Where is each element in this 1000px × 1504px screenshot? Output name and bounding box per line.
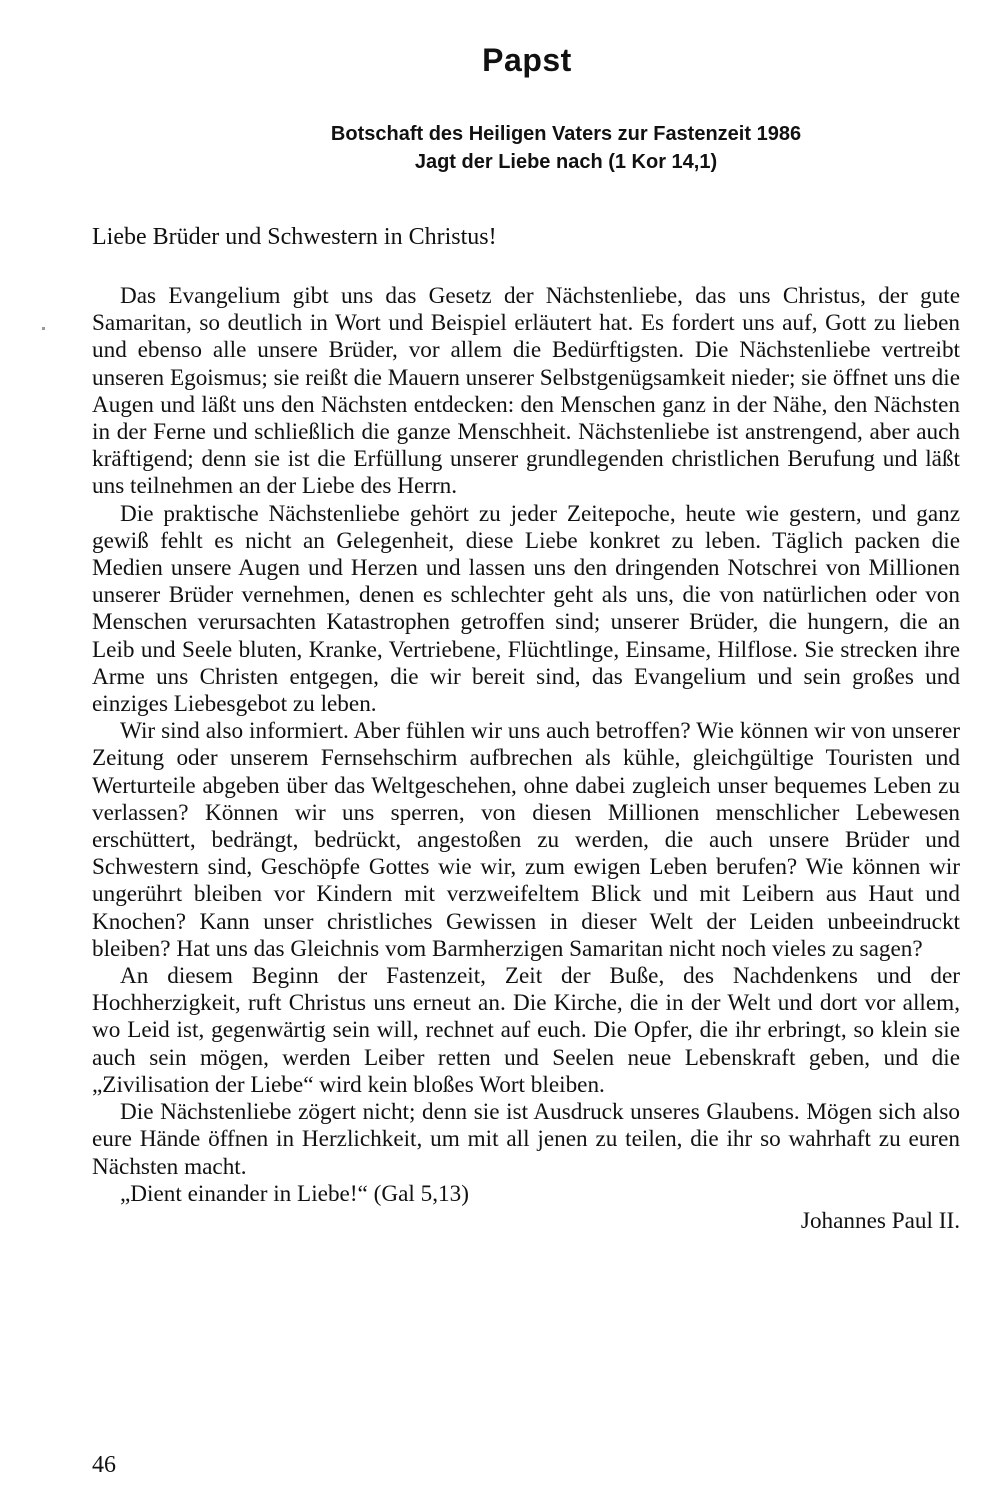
- paragraph: Das Evangelium gibt uns das Gesetz der Nächstenliebe, das uns Christus, der gute Samaritan, so deutlich in Wort und Beispiel erläutert hat. Es fordert uns auf, Gott zu lieben und ebenso alle unsere Brüder, vor allem die Bedürftigsten. Die Nächstenliebe vertreibt unseren Egoismus; sie reißt die Mauern unserer Selbstgenügsamkeit nieder; sie öffnet uns die Augen und läßt uns den Nächsten entdecken: den Menschen ganz in der Nähe, den Nächsten in der Ferne und schließlich die ganze Menschheit. Nächstenliebe ist anstrengend, aber auch kräftigend; denn sie ist die Erfüllung unserer grundlegenden christlichen Berufung und läßt uns teilnehmen an der Liebe des Herrn.: [92, 283, 960, 500]
- paragraph: Die praktische Nächstenliebe gehört zu jeder Zeitepoche, heute wie gestern, und ganz gewiß fehlt es nicht an Gelegenheit, diese Liebe konkret zu leben. Täglich packen die Medien unsere Augen und Herzen und lassen uns den dringenden Notschrei von Millionen unserer Brüder vernehmen, denen es schlechter geht als uns, die von natürlichen oder von Menschen verursachten Katastrophen getroffen sind; unserer Brüder, die hungern, die an Leib und Seele bluten, Kranke, Vertriebene, Flüchtlinge, Einsame, Hilflose. Sie strecken ihre Arme uns Christen entgegen, die wir bereit sind, das Evangelium und sein großes und einziges Liebesgebot zu leben.: [92, 500, 960, 718]
- letter-body: [92, 283, 960, 1235]
- subtitle-block: [92, 120, 960, 176]
- document-page: [92, 0, 960, 1504]
- page-number: 46: [92, 1452, 116, 1478]
- closing-quote: „Dient einander in Liebe!“ (Gal 5,13): [120, 1180, 469, 1207]
- page-title: Papst: [482, 42, 572, 78]
- signature: Johannes Paul II.: [800, 1207, 960, 1234]
- paragraph: Die Nächstenliebe zögert nicht; denn sie ist Ausdruck unseres Glaubens. Mögen sich also eure Hände öffnen in Herzlichkeit, um mit all jenen zu teilen, die ihr so wahrhaft zu euren Nächsten macht.: [92, 1099, 960, 1180]
- paragraph: An diesem Beginn der Fastenzeit, Zeit der Buße, des Nachdenkens und der Hochherzigkeit, ruft Christus uns erneut an. Die Kirche, die in der Welt und dort vor allem, wo Leid ist, gegenwärtig sein will, rechnet auf euch. Die Opfer, die ihr erbringt, so klein sie auch sein mögen, werden Leiber retten und Seelen neue Lebenskraft geben, und die „Zivilisation der Liebe“ wird kein bloßes Wort bleiben.: [92, 963, 960, 1098]
- subtitle-line-1: Botschaft des Heiligen Vaters zur Fastenzeit 1986: [330, 123, 802, 145]
- paragraph: Wir sind also informiert. Aber fühlen wir uns auch betroffen? Wie können wir von unserer Zeitung oder unserem Fernsehschirm aufbrechen als kühle, gleichgültige Touristen und Werturteile abgeben über das Weltgeschehen, ohne dabei zugleich unser bequemes Leben zu verlassen? Können wir uns sperren, von diesen Millionen menschlicher Lebewesen erschüttert, bedrängt, bedrückt, angestoßen zu werden, die auch unsere Brüder und Schwestern sind, Geschöpfe Gottes wie wir, zum ewigen Leben berufen? Wie können wir ungerührt bleiben vor Kindern mit verzweifeltem Blick und mit Leibern aus Haut und Knochen? Kann unser christliches Gewissen in dieser Welt der Leiden unbeeindruckt bleiben? Hat uns das Gleichnis vom Barmherzigen Samaritan nicht noch vieles zu sagen?: [92, 718, 960, 962]
- salutation: Liebe Brüder und Schwestern in Christus!: [92, 224, 497, 250]
- margin-mark: [42, 327, 45, 330]
- subtitle-line-2: Jagt der Liebe nach (1 Kor 14,1): [414, 151, 718, 173]
